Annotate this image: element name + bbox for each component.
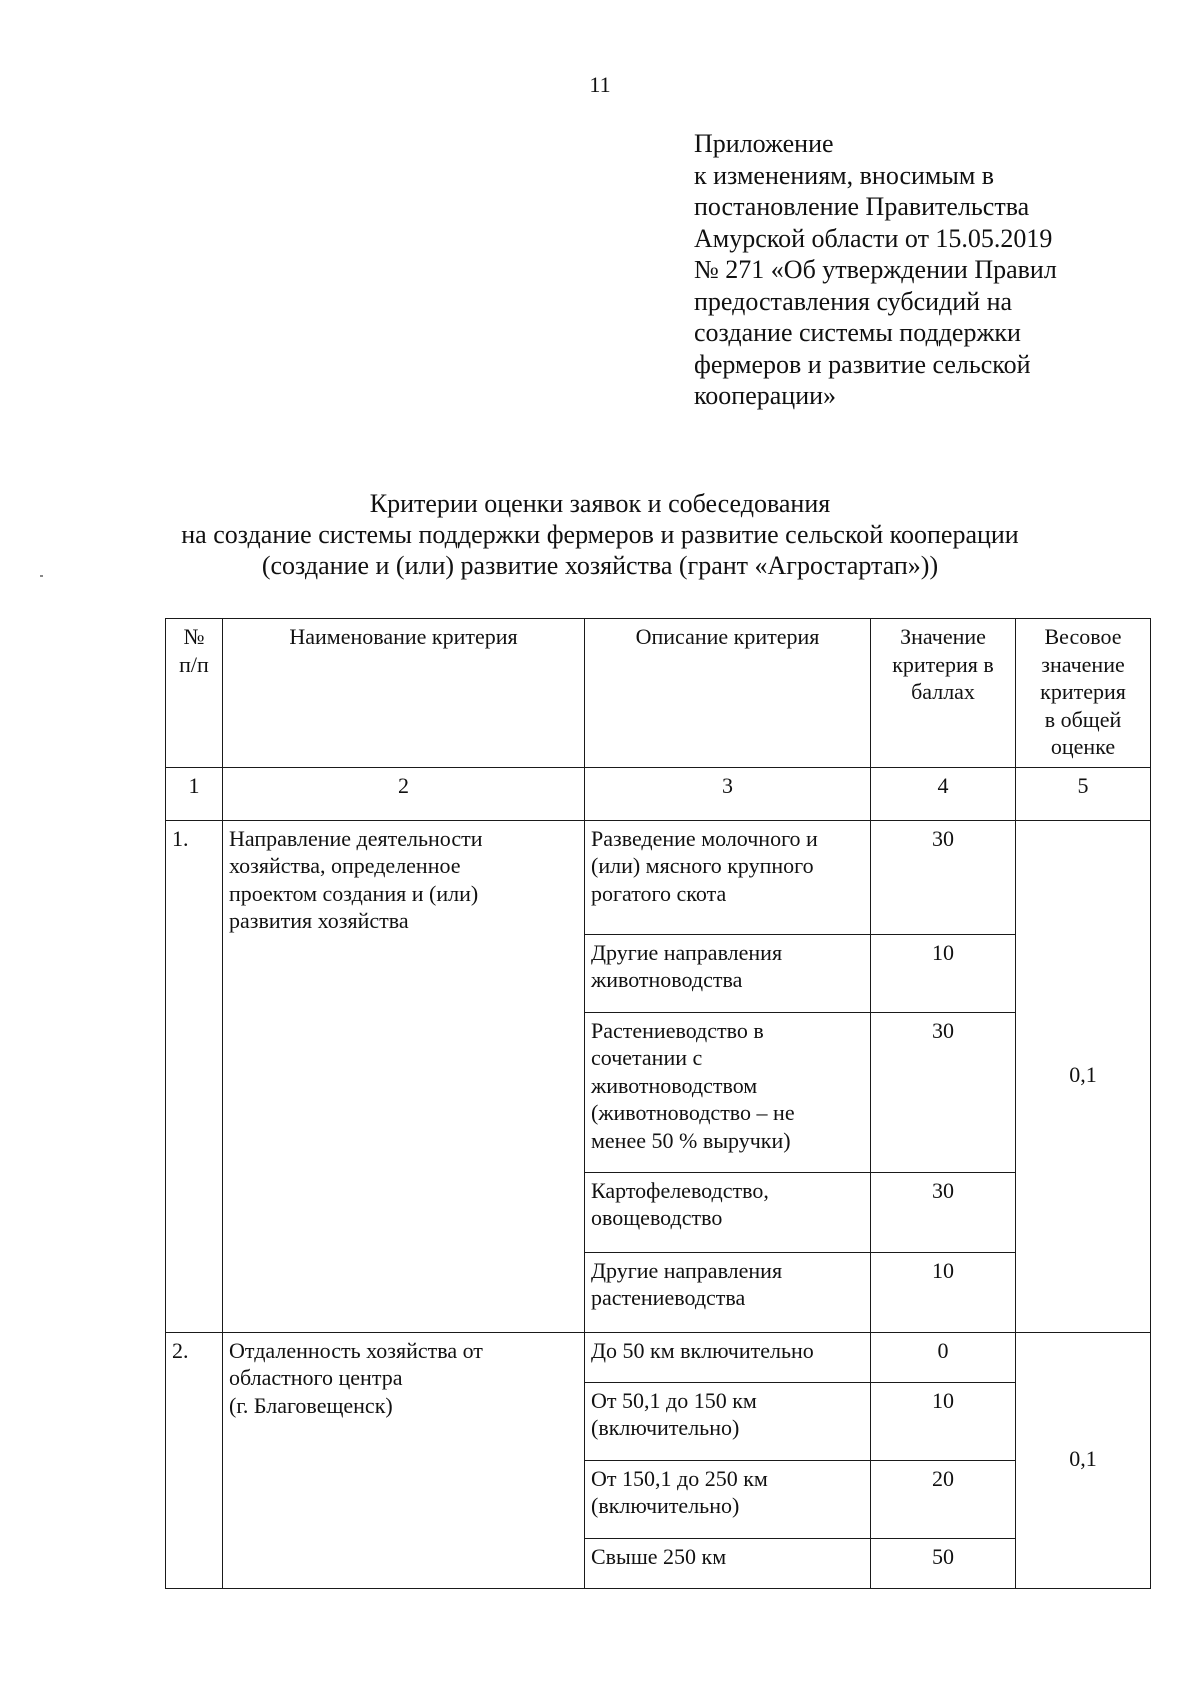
criterion-points: 10 — [871, 1252, 1016, 1332]
criterion-description: Другие направления растениеводства — [585, 1252, 871, 1332]
criterion-description: До 50 км включительно — [585, 1332, 871, 1382]
criterion-name: Направление деятельности хозяйства, определенное проектом создания и (или) развития хозяйства — [223, 820, 585, 1332]
appendix-line: предоставления субсидий на — [694, 286, 1013, 316]
criterion-description: Свыше 250 км — [585, 1538, 871, 1588]
criterion-weight: 0,1 — [1016, 1332, 1151, 1588]
criterion-points: 20 — [871, 1460, 1016, 1538]
appendix-line: Амурской области от 15.05.2019 — [694, 223, 1053, 253]
appendix-line: к изменениям, вносимым в — [694, 160, 995, 190]
criterion-points: 30 — [871, 1172, 1016, 1252]
document-title — [0, 488, 1200, 581]
column-number: 1 — [166, 767, 223, 820]
criteria-table — [165, 618, 1151, 1589]
appendix-line: № 271 «Об утверждении Правил — [694, 255, 1057, 284]
criterion-weight: 0,1 — [1016, 820, 1151, 1332]
table-row — [166, 820, 1151, 934]
header-weight: Весовое значение критерия в общей оценке — [1016, 619, 1151, 768]
title-line: (создание и (или) развитие хозяйства (грант «Агростартап»)) — [261, 551, 939, 580]
column-number: 5 — [1016, 767, 1151, 820]
criterion-description: От 50,1 до 150 км (включительно) — [585, 1382, 871, 1460]
criterion-points: 50 — [871, 1538, 1016, 1588]
header-description: Описание критерия — [585, 619, 871, 768]
appendix-line: Приложение — [694, 129, 834, 158]
appendix-header — [694, 128, 1134, 412]
scan-speck — [40, 575, 43, 577]
criterion-points: 30 — [871, 820, 1016, 934]
title-line: на создание системы поддержки фермеров и развитие сельской кооперации — [181, 520, 1019, 549]
criterion-description: От 150,1 до 250 км (включительно) — [585, 1460, 871, 1538]
appendix-line: кооперации» — [694, 381, 837, 410]
page-number: 11 — [589, 72, 611, 97]
header-points: Значение критерия в баллах — [871, 619, 1016, 768]
appendix-line: создание системы поддержки — [694, 318, 1021, 347]
appendix-line: постановление Правительства — [694, 192, 1030, 221]
column-number: 2 — [223, 767, 585, 820]
column-number: 3 — [585, 767, 871, 820]
criterion-description: Растениеводство в сочетании с животноводством (животноводство – не менее 50 % выручки) — [585, 1012, 871, 1172]
header-name: Наименование критерия — [223, 619, 585, 768]
title-line: Критерии оценки заявок и собеседования — [369, 489, 831, 518]
criterion-description: Другие направления животноводства — [585, 934, 871, 1012]
criterion-points: 10 — [871, 1382, 1016, 1460]
header-num: № п/п — [166, 619, 223, 768]
table-header-row — [166, 619, 1151, 768]
criterion-number: 2. — [166, 1332, 223, 1588]
criterion-description: Разведение молочного и (или) мясного крупного рогатого скота — [585, 820, 871, 934]
criterion-points: 0 — [871, 1332, 1016, 1382]
appendix-line: фермеров и развитие сельской — [694, 349, 1031, 379]
column-number-row — [166, 767, 1151, 820]
column-number: 4 — [871, 767, 1016, 820]
table-row — [166, 1332, 1151, 1382]
criterion-number: 1. — [166, 820, 223, 1332]
criterion-points: 30 — [871, 1012, 1016, 1172]
criterion-name: Отдаленность хозяйства от областного центра (г. Благовещенск) — [223, 1332, 585, 1588]
criterion-description: Картофелеводство, овощеводство — [585, 1172, 871, 1252]
criterion-points: 10 — [871, 934, 1016, 1012]
